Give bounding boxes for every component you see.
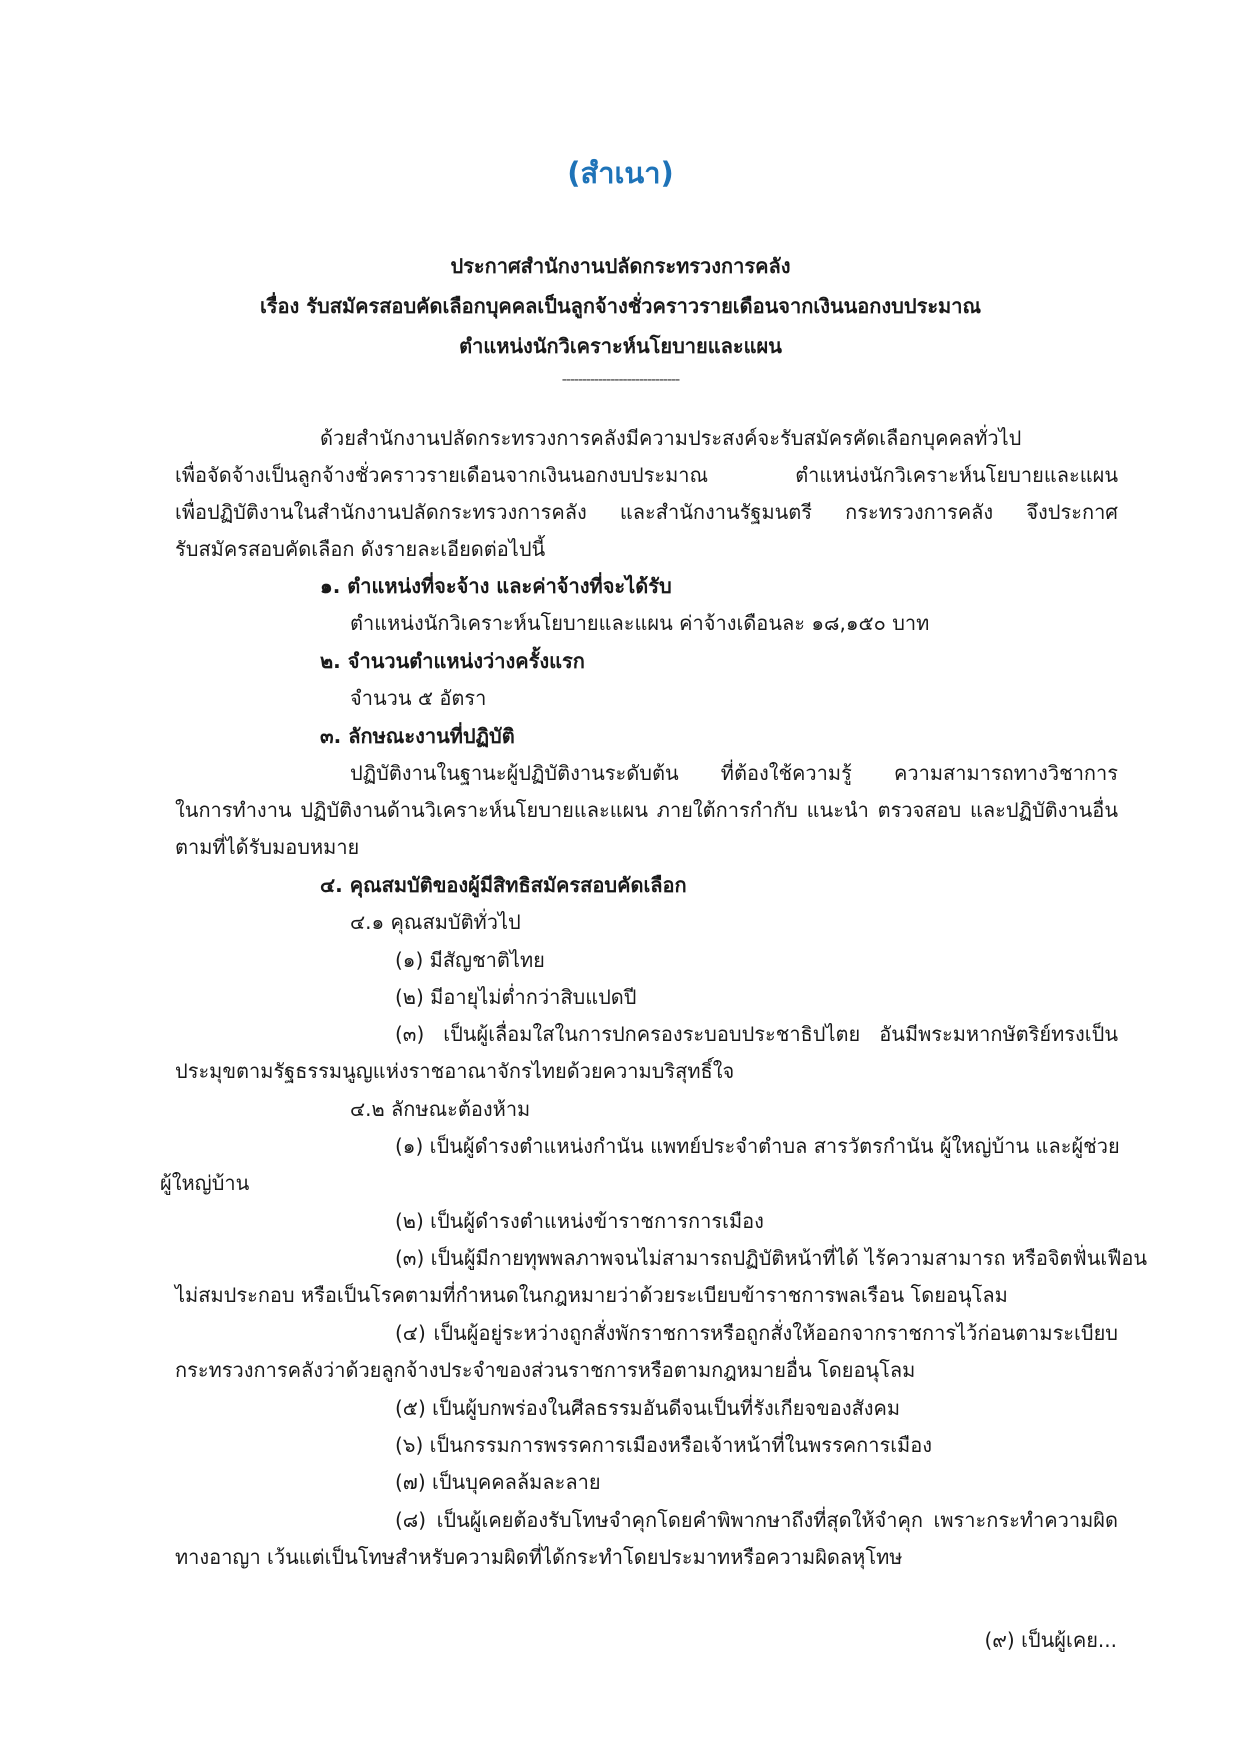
section-4-2-item-7: (๗) เป็นบุคคลล้มละลาย xyxy=(395,1470,601,1494)
section-1-body: ตำแหน่งนักวิเคราะห์นโยบายและแผน ค่าจ้างเดือนละ ๑๘,๑๕๐ บาท xyxy=(350,611,930,635)
section-4-2-item-4-line-2: กระทรวงการคลังว่าด้วยลูกจ้างประจำของส่วนราชการหรือตามกฎหมายอื่น โดยอนุโลม xyxy=(175,1358,916,1382)
section-4-1-item-3-line-2: ประมุขตามรัฐธรรมนูญแห่งราชอาณาจักรไทยด้วยความบริสุทธิ์ใจ xyxy=(175,1059,735,1083)
section-4-2-item-1-line-1: (๑) เป็นผู้ดำรงตำแหน่งกำนัน แพทย์ประจำตำบล สารวัตรกำนัน ผู้ใหญ่บ้าน และผู้ช่วย xyxy=(395,1134,1120,1158)
section-4-1-item-1: (๑) มีสัญชาติไทย xyxy=(395,948,545,972)
section-3-heading: ๓. ลักษณะงานที่ปฏิบัติ xyxy=(320,724,515,748)
section-4-1-heading: ๔.๑ คุณสมบัติทั่วไป xyxy=(350,910,521,934)
section-4-2-heading: ๔.๒ ลักษณะต้องห้าม xyxy=(350,1097,531,1121)
continuation-note: (๙) เป็นผู้เคย... xyxy=(984,1628,1117,1652)
intro-line-4: รับสมัครสอบคัดเลือก ดังรายละเอียดต่อไปนี้ xyxy=(175,537,546,561)
announcement-title: ประกาศสำนักงานปลัดกระทรวงการคลัง xyxy=(450,254,791,278)
section-4-heading: ๔. คุณสมบัติของผู้มีสิทธิสมัครสอบคัดเลือก xyxy=(320,873,687,897)
dashed-divider: ----------------------------- xyxy=(561,372,680,388)
section-2-body: จำนวน ๕ อัตรา xyxy=(350,686,487,710)
section-1-heading: ๑. ตำแหน่งที่จะจ้าง และค่าจ้างที่จะได้รับ xyxy=(320,574,672,598)
announcement-subject: เรื่อง รับสมัครสอบคัดเลือกบุคคลเป็นลูกจ้างชั่วคราวรายเดือนจากเงินนอกงบประมาณ xyxy=(259,294,982,318)
section-3-line-1: ปฏิบัติงานในฐานะผู้ปฏิบัติงานระดับต้น ที่ต้องใช้ความรู้ ความสามารถทางวิชาการ xyxy=(350,761,1118,785)
section-4-1-item-2: (๒) มีอายุไม่ต่ำกว่าสิบแปดปี xyxy=(395,985,637,1009)
section-4-1-item-3-line-1: (๓) เป็นผู้เลื่อมใสในการปกครองระบอบประชาธิปไตย อันมีพระมหากษัตริย์ทรงเป็น xyxy=(395,1022,1118,1046)
section-3-line-3: ตามที่ได้รับมอบหมาย xyxy=(175,835,360,859)
section-4-2-item-3-line-2: ไม่สมประกอบ หรือเป็นโรคตามที่กำหนดในกฎหมายว่าด้วยระเบียบข้าราชการพลเรือน โดยอนุโลม xyxy=(175,1283,1008,1307)
intro-line-1: ด้วยสำนักงานปลัดกระทรวงการคลังมีความประสงค์จะรับสมัครคัดเลือกบุคคลทั่วไป xyxy=(320,426,1022,450)
section-4-2-item-6: (๖) เป็นกรรมการพรรคการเมืองหรือเจ้าหน้าที่ในพรรคการเมือง xyxy=(395,1433,933,1457)
section-4-2-item-1-line-2: ผู้ใหญ่บ้าน xyxy=(160,1171,250,1195)
section-4-2-item-3-line-1: (๓) เป็นผู้มีกายทุพพลภาพจนไม่สามารถปฏิบัติหน้าที่ได้ ไร้ความสามารถ หรือจิตฟั่นเฟือน xyxy=(395,1246,1148,1270)
section-3-line-2: ในการทำงาน ปฏิบัติงานด้านวิเคราะห์นโยบายและแผน ภายใต้การกำกับ แนะนำ ตรวจสอบ และปฏิบัติงานอื่น xyxy=(175,798,1118,822)
announcement-position: ตำแหน่งนักวิเคราะห์นโยบายและแผน xyxy=(459,334,782,358)
intro-line-3: เพื่อปฏิบัติงานในสำนักงานปลัดกระทรวงการคลัง และสำนักงานรัฐมนตรี กระทรวงการคลัง จึงประกาศ xyxy=(175,500,1118,524)
section-4-2-item-4-line-1: (๔) เป็นผู้อยู่ระหว่างถูกสั่งพักราชการหรือถูกสั่งให้ออกจากราชการไว้ก่อนตามระเบียบ xyxy=(395,1321,1118,1345)
section-2-heading: ๒. จำนวนตำแหน่งว่างครั้งแรก xyxy=(320,649,585,673)
intro-line-2: เพื่อจัดจ้างเป็นลูกจ้างชั่วคราวรายเดือนจากเงินนอกงบประมาณ ตำแหน่งนักวิเคราะห์นโยบายและแผน xyxy=(175,463,1118,487)
section-4-2-item-2: (๒) เป็นผู้ดำรงตำแหน่งข้าราชการการเมือง xyxy=(395,1209,764,1233)
section-4-2-item-8-line-2: ทางอาญา เว้นแต่เป็นโทษสำหรับความผิดที่ได้กระทำโดยประมาทหรือความผิดลหุโทษ xyxy=(175,1545,903,1569)
copy-stamp: (สำเนา) xyxy=(567,156,674,190)
section-4-2-item-5: (๕) เป็นผู้บกพร่องในศีลธรรมอันดีจนเป็นที่รังเกียจของสังคม xyxy=(395,1396,901,1420)
section-4-2-item-8-line-1: (๘) เป็นผู้เคยต้องรับโทษจำคุกโดยคำพิพากษาถึงที่สุดให้จำคุก เพราะกระทำความผิด xyxy=(395,1508,1118,1532)
